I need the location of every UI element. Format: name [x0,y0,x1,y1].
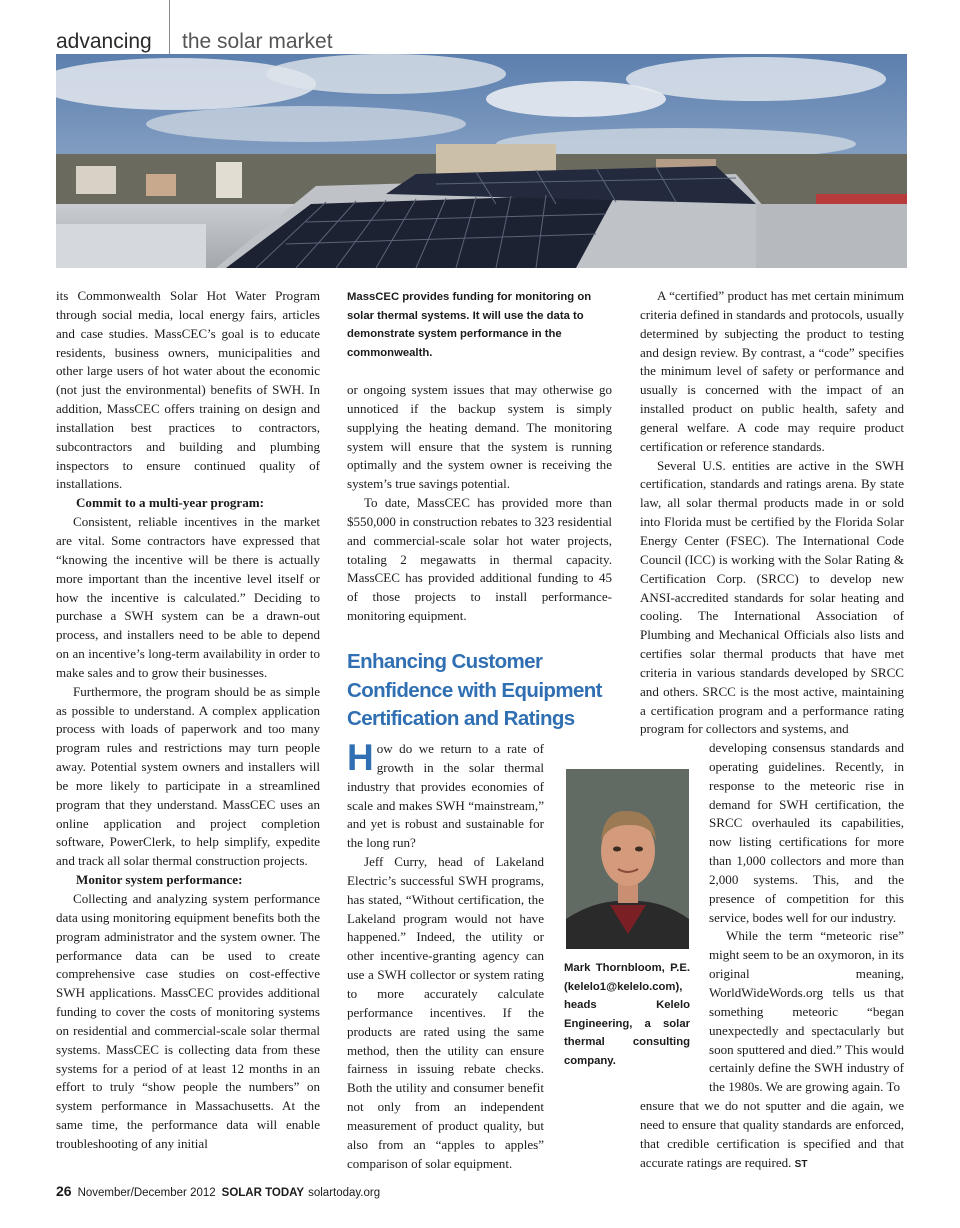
section-heading: Enhancing Customer Confidence with Equipment Certification and Ratings [347,650,602,730]
paragraph: Several U.S. entities are active in the SWH certification, standards and ratings arena. By state law, all solar thermal products made in or sold into Florida must be certified by the Florida Solar Energy Center (FSEC). The International Code Council (ICC) is working with the Solar Rating & Certification Corp. (SRCC) to develop new ANSI-accredited standards for solar heating and cooling. The International Association of Plumbing and Mechanical Officials also lists and certifies solar thermal products that have met criteria in various standards developed by SRCC and others. SRCC is the most active, maintaining a certification program and a performance rating program for collectors and systems, and [640,457,904,737]
paragraph: Consistent, reliable incentives in the market are vital. Some contractors have expressed that “knowing the incentive will be there is actually more important than the incentive level itself or how the incentive is calculated.” Deciding to purchase a SWH system can be a drawn-out process, and installers need to be able to depend on an incentive’s long-term availability in order to make sales and to grow their businesses. [56,514,320,680]
paragraph: To date, MassCEC has provided more than $550,000 in construction rebates to 323 residential and commercial-scale solar hot water projects, totaling 2 megawatts in thermal capacity. MassCEC has provided additional funding to 45 of those projects to install performance-monitoring equipment. [347,495,612,624]
magazine-name: SOLAR TODAY [221,1187,305,1199]
subheading-commit: Commit to a multi-year program: [76,495,264,511]
drop-cap: H [347,737,374,778]
subheading-monitor: Monitor system performance: [76,872,243,888]
paragraph: ow do we return to a rate of growth in the solar thermal industry that provides economies of scale and makes SWH “mainstream,” and yet is robust and sustainable for the long run? [347,741,544,851]
subsection-label: the solar market [182,30,333,53]
column-1 [56,287,320,1154]
paragraph [640,1097,904,1174]
page-number: 26 [56,1183,72,1199]
magazine-site: solartoday.org [308,1187,381,1199]
paragraph: Jeff Curry, head of Lakeland Electric’s successful SWH programs, has stated, “Without certification, the Lakeland program would not have happened.” Indeed, the utility or other incentive-granting agency can use a SWH collector or system rating to more accurately calculate performance incentives. If the products are rated using the same method, then the utility can ensure fairness in issuing rebate checks. Both the utility and consumer benefit not only from an independent measurement of product quality, but also from an “apples to apples” comparison of solar equipment. [347,854,544,1171]
end-mark: ST [794,1158,808,1170]
paragraph: While the term “meteoric rise” might seem to be an oxymoron, in its original meaning, WorldWideWords.org tells us that something meteoric “began unexpectedly and spectacularly but soon sputtered and died.” This would certainly define the SWH industry of the 1980s. We are growing again. To [709,928,904,1095]
paragraph: A “certified” product has met certain minimum criteria defined in standards and protocols, usually determined by subjecting the product to testing and design review. By contrast, a “code” specifies the minimum level of safety or performance and usually is concerned with the impact of an installed product on public health, safety and general welfare. A code may require product certification or reference standards. [640,288,904,454]
page-footer [56,1183,380,1199]
paragraph: Furthermore, the program should be as simple as possible to understand. A complex application process with loads of paperwork and too many program rules and restrictions may turn people away. Potential system owners and installers will be more likely to participate in a streamlined program that they understand. MassCEC uses an online application and project completion software, PowerClerk, to help simplify, expedite and track all solar thermal construction projects. [56,683,320,869]
column-2 [347,381,612,626]
portrait-caption: Mark Thornbloom, P.E. (kelelo1@kelelo.com), heads Kelelo Engineering, a solar thermal consulting company. [564,962,690,1067]
column-2-lower [347,737,612,1173]
photo-caption: MassCEC provides funding for monitoring on solar thermal systems. It will use the data to demonstrate system performance in the commonwealth. [347,291,592,359]
closing-text: ensure that we do not sputter and die again, we need to ensure that quality standards are enforced, that credible certification is specified and that accurate ratings are required. [640,1098,904,1170]
column-3-bottom [640,1097,904,1174]
column-3 [640,287,904,739]
issue-date: November/December 2012 [77,1187,216,1199]
paragraph: its Commonwealth Solar Hot Water Program through social media, local energy fairs, articles and case studies. MassCEC’s goal is to educate residents, business owners, municipalities and other large users of hot water about the economic (not just the environmental) benefits of SWH. In addition, MassCEC offers training on design and installation best practices to contractors, subcontractors and building and plumbing inspectors to ensure continued quality of installations. [56,288,320,492]
paragraph: Collecting and analyzing system performance data using monitoring equipment benefits both the program administrator and the system owner. The performance data can be used to create comprehensive case studies on cost-effective SWH applications. MassCEC provides additional funding to cover the costs of monitoring systems on residential and commercial-scale solar thermal systems. MassCEC is collecting data from these systems for a period of at least 12 months in an effort to truly “show people the numbers” on system performance in Massachusetts. At the same time, the performance data will enable troubleshooting of any initial [56,891,320,1151]
column-3-wrap [709,739,904,1097]
paragraph: developing consensus standards and operating guidelines. Recently, in response to the meteoric rise in demand for SWH certification, the SRCC overhauled its capabilities, now listing certifications for more than 1,000 collectors and more than 2,000 systems. This, and the presence of competition for this service, bodes well for our industry. [709,740,904,925]
paragraph: or ongoing system issues that may otherwise go unnoticed if the backup system is simply supplying the heating demand. The monitoring system will ensure that the system is running optimally and the system owner is receiving the system’s true savings potential. [347,382,612,492]
rooftop-solar-photo [56,54,907,268]
section-label: advancing [56,30,152,53]
